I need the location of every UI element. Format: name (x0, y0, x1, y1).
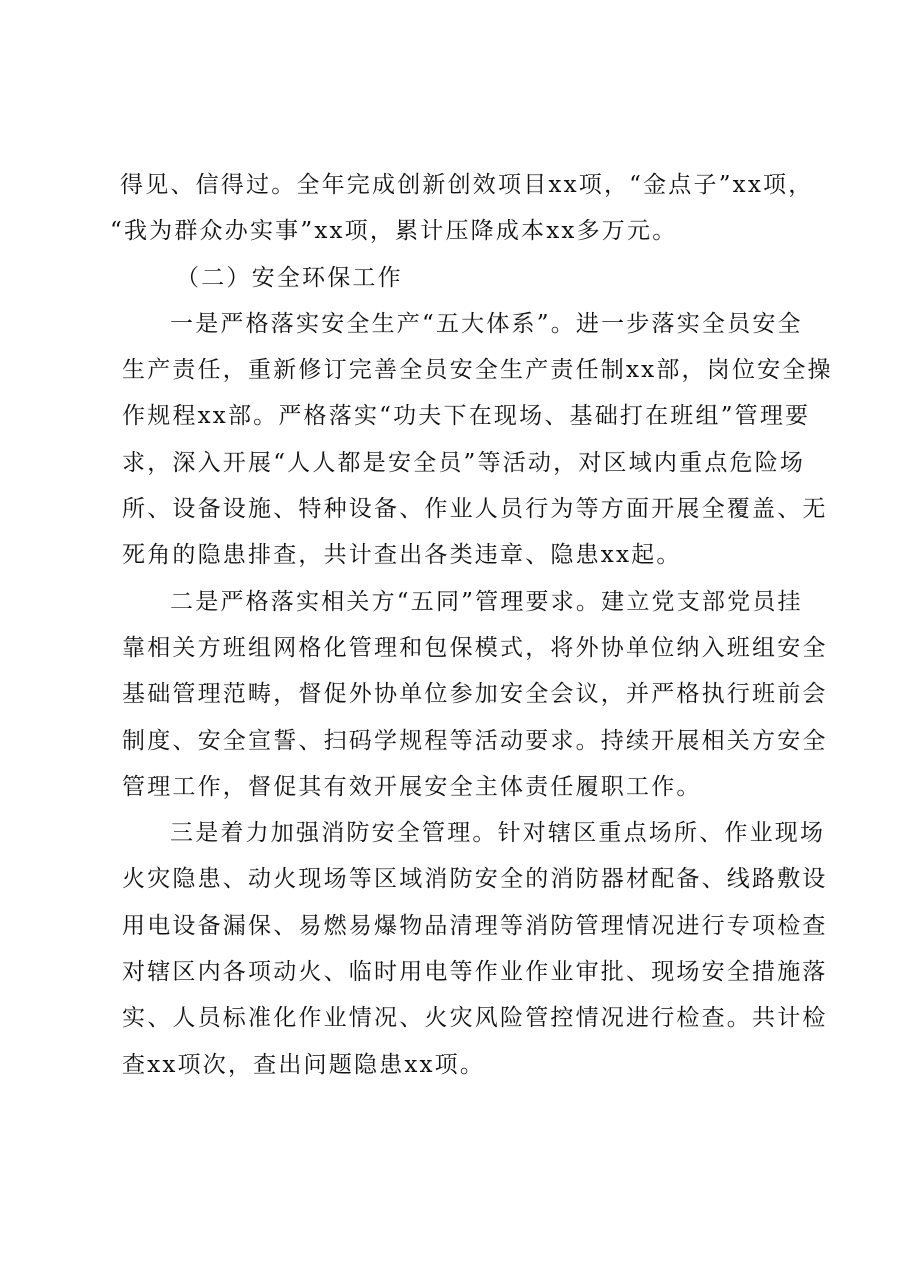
text-line: “我为群众办实事”xx项，累计压降成本xx多万元。 (110, 218, 678, 245)
text-line: 管理工作，督促其有效开展安全主体责任履职工作。 (122, 773, 702, 800)
text-line: 查xx项次，查出问题隐患xx项。 (122, 1051, 486, 1078)
text-line: 死角的隐患排查，共计查出各类违章、隐患xx起。 (122, 542, 682, 569)
document-body (110, 162, 833, 1088)
text-line: 生产责任，重新修订完善全员安全生产责任制xx部，岗位安全操 (122, 357, 833, 384)
text-line: 一是严格落实安全生产“五大体系”。进一步落实全员安全 (170, 310, 803, 337)
text-line: 实、人员标准化作业情况、火灾风险管控情况进行检查。共计检 (122, 1005, 828, 1032)
section-heading: （二）安全环保工作 (176, 264, 403, 291)
text-line: 对辖区内各项动火、临时用电等作业作业审批、现场安全措施落 (122, 959, 828, 986)
text-line: 二是严格落实相关方“五同”管理要求。建立党支部党员挂 (170, 588, 803, 615)
text-line: 作规程xx部。严格落实“功夫下在现场、基础打在班组”管理要 (122, 403, 811, 430)
text-line: 火灾隐患、动火现场等区域消防安全的消防器材配备、线路敷设 (122, 866, 828, 893)
text-line: 靠相关方班组网格化管理和包保模式，将外协单位纳入班组安全 (122, 634, 828, 661)
text-line: 用电设备漏保、易燃易爆物品清理等消防管理情况进行专项检查 (122, 912, 828, 939)
text-line: 得见、信得过。全年完成创新创效项目xx项，“金点子”xx项， (120, 172, 814, 198)
text-line: 所、设备设施、特种设备、作业人员行为等方面开展全覆盖、无 (122, 496, 828, 523)
text-line: 求，深入开展“人人都是安全员”等活动，对区域内重点危险场 (122, 449, 806, 476)
text-line: 三是着力加强消防安全管理。针对辖区重点场所、作业现场 (170, 820, 826, 847)
text-line: 基础管理范畴，督促外协单位参加安全会议，并严格执行班前会 (122, 681, 828, 708)
text-line: 制度、安全宣誓、扫码学规程等活动要求。持续开展相关方安全 (122, 727, 828, 754)
